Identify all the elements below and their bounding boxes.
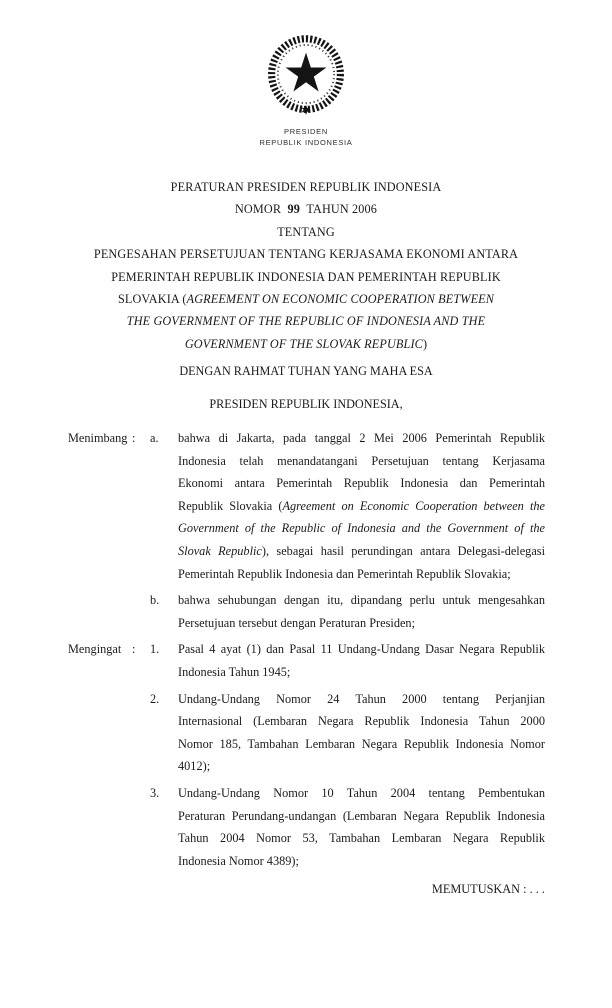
item-marker: b.	[150, 593, 160, 608]
text-segment: Pasal 4 ayat (1) dan Pasal 11 Undang-Undang Dasar Negara Republik	[178, 642, 545, 657]
title-line-number	[56, 198, 556, 220]
clause-colon: :	[132, 431, 136, 446]
text-line	[178, 850, 545, 873]
text-line	[178, 540, 545, 563]
text-line	[178, 782, 545, 805]
text-line	[178, 517, 545, 540]
item-body	[178, 782, 545, 872]
title-line-subject-2	[56, 266, 556, 288]
title-line-regulation	[56, 176, 556, 198]
seal-caption-line-presiden: PRESIDEN	[284, 127, 328, 136]
text-line	[178, 733, 545, 756]
clause-label: Menimbang	[68, 431, 128, 446]
text-segment: PEMERINTAH REPUBLIK INDONESIA DAN PEMERINTAH REPUBLIK	[111, 269, 501, 284]
text-line	[178, 450, 545, 473]
text-line	[178, 612, 545, 635]
text-segment: 99	[287, 202, 300, 217]
title-line-subject-1	[56, 243, 556, 265]
title-line-subject-4	[56, 310, 556, 332]
text-line	[178, 827, 545, 850]
document-title-block	[56, 176, 556, 355]
clause-item-a	[150, 427, 545, 585]
clause-menimbang	[68, 427, 545, 638]
text-segment: TAHUN 2006	[300, 202, 377, 217]
text-segment: ), sebagai hasil perundingan antara Delegasi-delegasi	[261, 544, 545, 559]
item-body	[178, 589, 545, 634]
presidential-seal	[0, 34, 612, 148]
item-marker: 1.	[150, 642, 160, 657]
seal-caption-line-republik: REPUBLIK INDONESIA	[259, 138, 353, 147]
motto-line: DENGAN RAHMAT TUHAN YANG MAHA ESA	[179, 364, 433, 379]
text-segment: Internasional (Lembaran Negara Republik Indonesia Tahun 2000	[178, 714, 545, 729]
text-line	[178, 688, 545, 711]
text-segment: Republik Slovakia (	[178, 498, 283, 513]
seal-caption	[0, 126, 612, 148]
text-segment: Indonesia Nomor 4389);	[178, 853, 299, 868]
text-segment: Indonesia telah menandatangani Persetujuan tentang Kerjasama	[178, 453, 545, 468]
text-segment: Nomor 185, Tambahan Lembaran Negara Republik Indonesia Nomor	[178, 736, 545, 751]
text-line	[178, 638, 545, 661]
text-segment: NOMOR	[234, 202, 288, 217]
issuer-line: PRESIDEN REPUBLIK INDONESIA,	[209, 396, 403, 411]
text-segment: Pemerintah Republik Indonesia dan Pemerintah Republik Slovakia;	[178, 566, 511, 581]
clause-item-b	[150, 589, 545, 634]
text-segment: TENTANG	[277, 224, 335, 239]
item-marker: 2.	[150, 691, 160, 706]
text-line	[178, 710, 545, 733]
memutuskan-line: MEMUTUSKAN : . . .	[431, 882, 545, 897]
text-line	[178, 589, 545, 612]
clauses-section	[68, 427, 545, 876]
text-segment: AGREEMENT ON ECONOMIC COOPERATION BETWEEN	[186, 292, 495, 307]
text-line	[178, 805, 545, 828]
text-segment: THE GOVERNMENT OF THE REPUBLIC OF INDONESIA AND THE	[126, 314, 486, 329]
text-segment: bahwa sehubungan dengan itu, dipandang perlu untuk mengesahkan	[178, 593, 545, 608]
text-segment: SLOVAKIA (	[117, 292, 187, 307]
item-marker: 3.	[150, 785, 160, 800]
clause-items	[150, 427, 545, 638]
text-segment: Agreement on Economic Cooperation between the	[282, 498, 545, 513]
text-segment: Government of the Republic of Indonesia and the Government of the	[178, 521, 545, 536]
clause-item-1	[150, 638, 545, 683]
item-body	[178, 638, 545, 683]
star-wreath-emblem-icon	[258, 34, 354, 118]
clause-label: Mengingat	[68, 642, 122, 657]
text-segment: Indonesia Tahun 1945;	[178, 665, 291, 679]
item-body	[178, 427, 545, 585]
text-line	[178, 472, 545, 495]
title-line-subject-5	[56, 333, 556, 355]
title-line-subject-3	[56, 288, 556, 310]
clause-item-3	[150, 782, 545, 872]
item-body	[178, 688, 545, 778]
text-segment: PENGESAHAN PERSETUJUAN TENTANG KERJASAMA EKONOMI ANTARA	[93, 247, 519, 262]
text-segment: bahwa di Jakarta, pada tanggal 2 Mei 2006 Pemerintah Republik	[178, 431, 545, 446]
text-line	[178, 427, 545, 450]
clause-item-2	[150, 688, 545, 778]
text-segment: Persetujuan tersebut dengan Peraturan Presiden;	[178, 615, 415, 630]
text-segment: GOVERNMENT OF THE SLOVAK REPUBLIC	[184, 336, 423, 351]
text-line	[178, 755, 545, 778]
text-segment: Undang-Undang Nomor 10 Tahun 2004 tentang Pembentukan	[178, 785, 545, 800]
text-segment: Tahun 2004 Nomor 53, Tambahan Lembaran Negara Republik	[178, 831, 545, 846]
text-segment: Undang-Undang Nomor 24 Tahun 2000 tentang Perjanjian	[178, 691, 545, 706]
text-segment: Slovak Republic	[178, 544, 262, 559]
text-line	[178, 661, 545, 684]
text-segment: Peraturan Perundang-undangan (Lembaran Negara Republik Indonesia	[178, 808, 545, 823]
text-segment: 4012);	[178, 759, 211, 774]
title-line-tentang	[56, 221, 556, 243]
clause-mengingat	[68, 638, 545, 876]
clause-colon: :	[132, 642, 136, 657]
text-segment: )	[422, 336, 428, 351]
text-segment: Ekonomi antara Pemerintah Republik Indonesia dan Pemerintah	[178, 476, 545, 491]
text-line	[178, 563, 545, 586]
clause-items	[150, 638, 545, 876]
text-line	[178, 495, 545, 518]
text-segment: PERATURAN PRESIDEN REPUBLIK INDONESIA	[170, 180, 442, 194]
item-marker: a.	[150, 431, 159, 446]
